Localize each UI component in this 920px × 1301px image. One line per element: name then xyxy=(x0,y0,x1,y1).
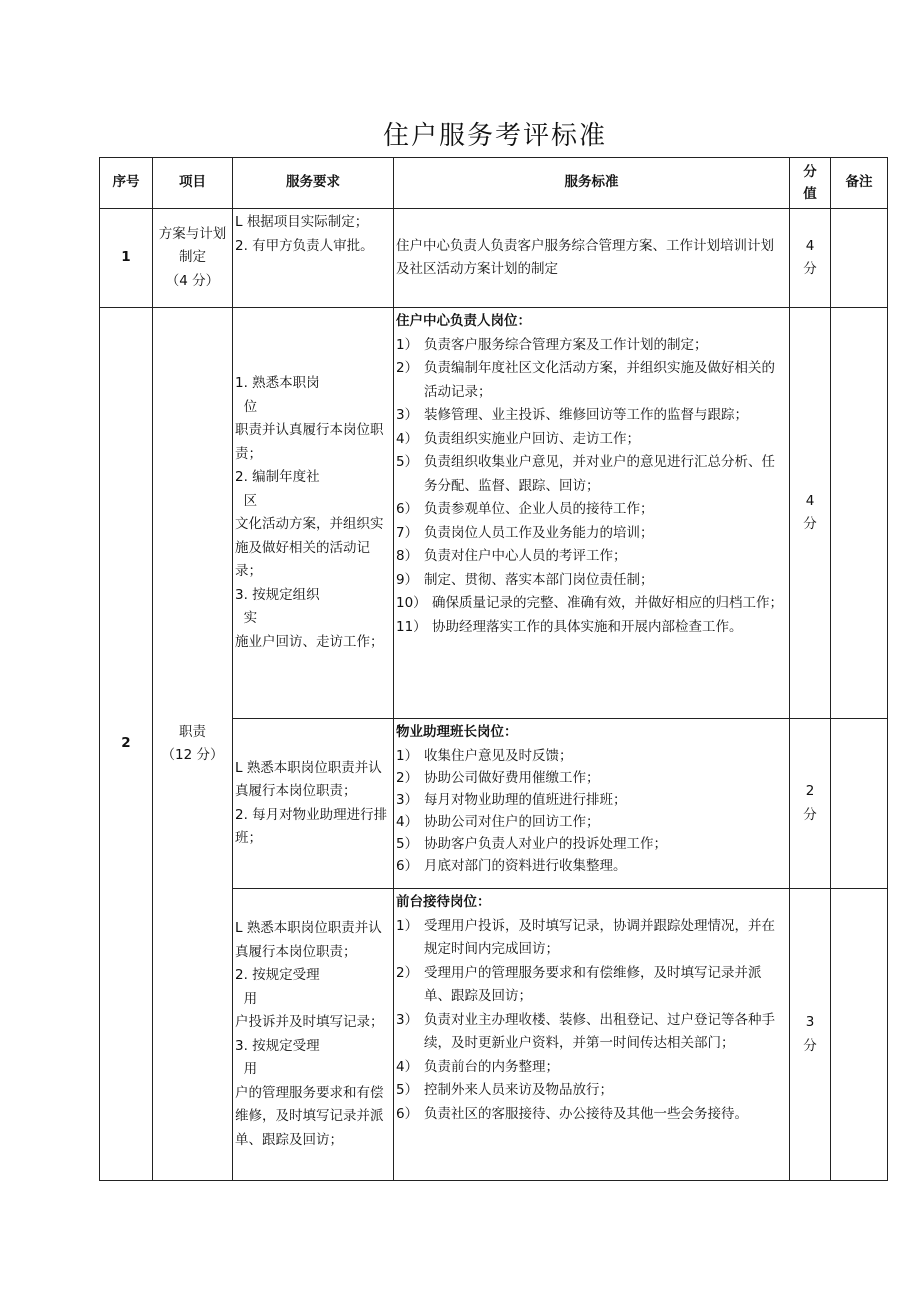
list-number: 8） xyxy=(396,548,419,564)
row-number: 2 xyxy=(100,308,153,1181)
score-unit: 分 xyxy=(803,806,817,823)
requirement-cell xyxy=(233,308,394,719)
requirement-line xyxy=(235,372,389,419)
table-row xyxy=(100,308,888,719)
note-cell xyxy=(831,719,888,889)
score-value: 4 xyxy=(805,237,815,254)
item-line: （12 分） xyxy=(161,747,224,763)
score-cell xyxy=(790,719,831,889)
standard-heading: 前台接待岗位： xyxy=(396,894,491,910)
score-value: 3 xyxy=(805,1014,815,1030)
list-text: 负责前台的内务整理； xyxy=(424,1058,559,1075)
list-text: 制定、贯彻、落实本部门岗位责任制； xyxy=(424,571,654,588)
header-note: 备注 xyxy=(831,158,888,209)
list-item xyxy=(396,789,785,811)
list-number: 3） xyxy=(396,1011,419,1028)
list-item xyxy=(396,616,785,640)
list-number: 1） xyxy=(396,747,419,764)
standard-heading: 住户中心负责人岗位： xyxy=(396,313,531,329)
standard-cell xyxy=(394,308,790,719)
requirement-line: L 熟悉本职岗位职责并认真履行本岗位职责； xyxy=(235,920,382,960)
requirement-line: L 熟悉本职岗位职责并认真履行本岗位职责； xyxy=(235,759,382,799)
list-text: 协助公司做好费用催缴工作； xyxy=(424,769,600,786)
list-number: 6） xyxy=(396,501,419,517)
list-item xyxy=(396,855,785,877)
header-score-line1: 分 xyxy=(803,164,817,180)
list-number: 2） xyxy=(396,769,419,786)
requirement-number: 2 xyxy=(235,469,244,485)
score-unit: 分 xyxy=(803,516,817,532)
requirement-text: . 编制年度社区 xyxy=(243,469,320,509)
list-item xyxy=(396,404,785,428)
list-text: 每月对物业助理的值班进行排班； xyxy=(424,791,627,808)
requirement-text: . 按规定受理用 xyxy=(243,967,320,1007)
list-number: 4） xyxy=(396,1058,419,1075)
list-text: 负责组织实施业户回访、走访工作； xyxy=(424,430,640,447)
list-text: 协助客户负责人对业户的投诉处理工作； xyxy=(424,835,667,852)
header-row xyxy=(100,158,888,209)
note-cell xyxy=(831,209,888,308)
score-cell xyxy=(790,209,831,308)
list-text: 负责对住户中心人员的考评工作； xyxy=(424,548,627,564)
requirement-text: 文化活动方案，并组织实施及做好相关的活动记录； xyxy=(235,516,384,579)
list-number: 7） xyxy=(396,524,419,541)
list-item xyxy=(396,745,785,767)
header-no: 序号 xyxy=(100,158,153,209)
list-item xyxy=(396,767,785,789)
note-cell xyxy=(831,889,888,1181)
list-number: 6） xyxy=(396,857,419,874)
requirement-line xyxy=(235,1035,389,1082)
note-cell xyxy=(831,308,888,719)
list-number: 1） xyxy=(396,917,419,934)
page-title: 住户服务考评标准 xyxy=(382,121,607,151)
score-value: 2 xyxy=(805,783,815,799)
list-number: 9） xyxy=(396,571,419,588)
requirement-text: 户投诉并及时填写记录； xyxy=(235,1014,384,1030)
list-text: 协助公司对住户的回访工作； xyxy=(424,813,600,830)
table-row xyxy=(100,209,888,308)
list-item xyxy=(396,357,785,404)
list-item xyxy=(396,545,785,569)
list-item xyxy=(396,451,785,498)
list-number: 5） xyxy=(396,1082,419,1098)
list-item xyxy=(396,498,785,522)
list-number: 2） xyxy=(396,964,419,981)
list-item xyxy=(396,334,785,358)
score-cell xyxy=(790,308,831,719)
list-text: 控制外来人员来访及物品放行； xyxy=(424,1082,613,1098)
list-item xyxy=(396,1103,785,1127)
item-cell xyxy=(153,308,233,1181)
list-number: 4） xyxy=(396,430,419,447)
list-text: 受理用户投诉，及时填写记录，协调并跟踪处理情况，并在规定时间内完成回访； xyxy=(424,917,775,957)
list-text: 负责对业主办理收楼、装修、出租登记、过户登记等各种手续，及时更新业户资料，并第一时间传达相关部门； xyxy=(424,1011,775,1051)
header-standard: 服务标准 xyxy=(394,158,790,209)
list-number: 10） xyxy=(396,595,427,611)
requirement-text: . 按规定受理用 xyxy=(243,1037,320,1077)
list-item xyxy=(396,428,785,452)
score-unit: 分 xyxy=(803,1037,817,1054)
standard-list xyxy=(396,915,785,1127)
requirement-line xyxy=(235,584,389,631)
list-text: 负责社区的客服接待、办公接待及其他一些会务接待。 xyxy=(424,1105,748,1122)
list-item xyxy=(396,592,785,616)
list-text: 受理用户的管理服务要求和有偿维修，及时填写记录并派单、跟踪及回访； xyxy=(424,964,762,1004)
list-text: 装修管理、业主投诉、维修回访等工作的监督与跟踪； xyxy=(424,407,748,423)
standard-cell: 住户中心负责人负责客户服务综合管理方案、工作计划培训计划及社区活动方案计划的制定 xyxy=(394,209,790,308)
list-number: 5） xyxy=(396,835,419,852)
list-number: 4） xyxy=(396,813,419,830)
list-item xyxy=(396,811,785,833)
header-requirement: 服务要求 xyxy=(233,158,394,209)
standard-cell xyxy=(394,889,790,1181)
requirement-text: 职责并认真履行本岗位职责； xyxy=(235,422,384,462)
list-number: 2） xyxy=(396,360,419,376)
item-line: 制定 xyxy=(179,249,206,266)
list-text: 负责参观单位、企业人员的接待工作； xyxy=(424,501,654,517)
score-value: 4 xyxy=(805,492,815,509)
header-score-line2: 值 xyxy=(803,186,817,202)
score-unit: 分 xyxy=(803,261,817,277)
list-number: 3） xyxy=(396,791,419,808)
list-text: 负责编制年度社区文化活动方案，并组织实施及做好相关的活动记录； xyxy=(424,360,775,400)
requirement-cell xyxy=(233,209,394,308)
score-cell xyxy=(790,889,831,1181)
standard-cell xyxy=(394,719,790,889)
item-line: （4 分） xyxy=(165,272,220,289)
list-item xyxy=(396,569,785,593)
requirement-text: 户的管理服务要求和有偿维修，及时填写记录并派单、跟踪及回访； xyxy=(235,1084,384,1148)
evaluation-table xyxy=(99,157,888,1181)
list-number: 1） xyxy=(396,336,419,353)
standard-heading: 物业助理班长岗位： xyxy=(396,724,518,740)
list-item xyxy=(396,962,785,1009)
requirement-line: 2. 有甲方负责人审批。 xyxy=(235,237,374,254)
requirement-number: 3 xyxy=(235,586,244,603)
requirement-line xyxy=(235,964,389,1011)
item-line: 方案与计划 xyxy=(158,225,227,242)
requirement-number: 3 xyxy=(235,1037,244,1054)
requirement-line: L 根据项目实际制定； xyxy=(235,214,369,230)
requirement-line: 2. 每月对物业助理进行排班； xyxy=(235,806,388,846)
list-item xyxy=(396,833,785,855)
header-score xyxy=(790,158,831,209)
list-item xyxy=(396,915,785,962)
requirement-text: . 熟悉本职岗位 xyxy=(243,375,320,415)
list-text: 月底对部门的资料进行收集整理。 xyxy=(424,857,627,874)
requirement-number: 2 xyxy=(235,967,244,983)
item-cell xyxy=(153,209,233,308)
list-number: 11） xyxy=(396,618,427,635)
list-text: 确保质量记录的完整、准确有效，并做好相应的归档工作； xyxy=(432,595,783,611)
list-item xyxy=(396,1009,785,1056)
requirement-number: 1 xyxy=(235,375,244,391)
header-item: 项目 xyxy=(153,158,233,209)
requirement-text: . 按规定组织实 xyxy=(243,586,320,626)
list-item xyxy=(396,1056,785,1080)
list-number: 3） xyxy=(396,407,419,423)
item-line: 职责 xyxy=(179,723,206,740)
list-text: 负责客户服务综合管理方案及工作计划的制定； xyxy=(424,336,708,353)
list-text: 负责组织收集业户意见，并对业户的意见进行汇总分析、任务分配、监督、跟踪、回访； xyxy=(424,454,775,494)
list-text: 负责岗位人员工作及业务能力的培训； xyxy=(424,524,654,541)
list-item xyxy=(396,522,785,546)
requirement-cell xyxy=(233,889,394,1181)
list-text: 收集住户意见及时反馈； xyxy=(424,747,573,764)
list-text: 协助经理落实工作的具体实施和开展内部检查工作。 xyxy=(432,618,743,635)
list-number: 6） xyxy=(396,1105,419,1122)
standard-list xyxy=(396,745,785,877)
requirement-cell xyxy=(233,719,394,889)
list-item xyxy=(396,1079,785,1103)
requirement-text: 施业户回访、走访工作； xyxy=(235,633,384,650)
requirement-line xyxy=(235,466,389,513)
list-number: 5） xyxy=(396,454,419,470)
row-number: 1 xyxy=(100,209,153,308)
standard-list xyxy=(396,334,785,640)
